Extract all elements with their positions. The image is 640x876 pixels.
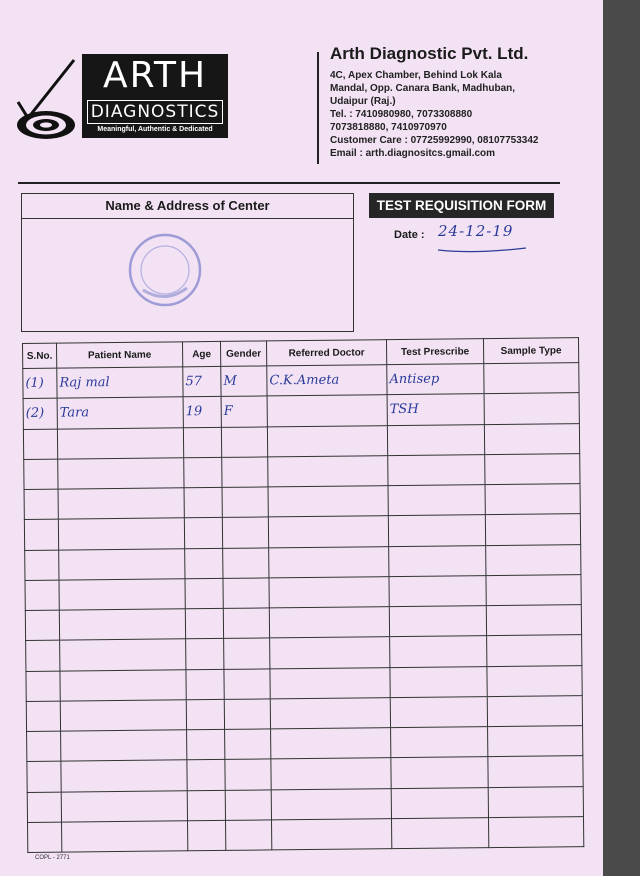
- cell-gender[interactable]: [223, 608, 269, 639]
- cell-sample-type[interactable]: [486, 544, 581, 575]
- cell-test-prescribe[interactable]: Antisep: [387, 364, 484, 395]
- cell-sno[interactable]: [27, 792, 61, 823]
- cell-sno[interactable]: [23, 429, 57, 460]
- cell-age[interactable]: [187, 790, 225, 821]
- cell-age[interactable]: [183, 427, 221, 458]
- cell-patient-name[interactable]: [61, 790, 187, 822]
- cell-gender[interactable]: F: [221, 396, 267, 427]
- company-address-1: 4C, Apex Chamber, Behind Lok Kala: [330, 70, 502, 81]
- cell-gender[interactable]: [226, 820, 272, 851]
- form-title: TEST REQUISITION FORM: [369, 193, 554, 218]
- cell-sno[interactable]: [27, 761, 61, 792]
- cell-sample-type[interactable]: [485, 484, 580, 515]
- cell-age[interactable]: [185, 578, 223, 609]
- cell-test-prescribe[interactable]: [391, 787, 488, 818]
- cell-sample-type[interactable]: [487, 635, 582, 666]
- brand-logo: [82, 54, 228, 138]
- cell-test-prescribe[interactable]: [389, 545, 486, 576]
- cell-patient-name[interactable]: [62, 821, 188, 853]
- cell-patient-name[interactable]: [58, 458, 184, 490]
- cell-test-prescribe[interactable]: [390, 696, 487, 727]
- cell-sno[interactable]: [25, 580, 59, 611]
- cell-sample-type[interactable]: [487, 695, 582, 726]
- cell-age[interactable]: [187, 760, 225, 791]
- cell-patient-name[interactable]: [58, 488, 184, 520]
- cell-patient-name[interactable]: [59, 548, 185, 580]
- company-address-2: Mandal, Opp. Canara Bank, Madhuban,: [330, 83, 516, 94]
- date-underline: [436, 240, 531, 254]
- cell-referred-doctor[interactable]: [268, 516, 388, 548]
- cell-sample-type[interactable]: [487, 665, 582, 696]
- header-rule: [18, 182, 560, 184]
- cell-age[interactable]: [184, 518, 222, 549]
- cell-sample-type[interactable]: [488, 756, 583, 787]
- cell-sno[interactable]: [26, 640, 60, 671]
- cell-patient-name[interactable]: [61, 760, 187, 792]
- cell-gender[interactable]: [223, 578, 269, 609]
- header-sno: S.No.: [23, 343, 57, 368]
- cell-sample-type[interactable]: [484, 363, 579, 394]
- cell-test-prescribe[interactable]: [390, 666, 487, 697]
- cell-referred-doctor[interactable]: [269, 576, 389, 608]
- company-email: Email : arth.diagnositcs.gmail.com: [330, 148, 496, 159]
- cell-age[interactable]: [186, 699, 224, 730]
- cell-age[interactable]: [188, 820, 226, 851]
- cell-gender[interactable]: [224, 699, 270, 730]
- cell-gender[interactable]: [225, 729, 271, 760]
- cell-referred-doctor[interactable]: [271, 788, 391, 820]
- cell-referred-doctor[interactable]: [268, 455, 388, 487]
- cell-sno[interactable]: [25, 550, 59, 581]
- cell-sample-type[interactable]: [486, 605, 581, 636]
- cell-gender[interactable]: [222, 487, 268, 518]
- cell-age[interactable]: [186, 639, 224, 670]
- logo-subtitle: DIAGNOSTICS: [87, 100, 223, 124]
- cell-sample-type[interactable]: [488, 816, 583, 847]
- cell-gender[interactable]: [225, 789, 271, 820]
- company-info: [330, 44, 539, 160]
- cell-referred-doctor[interactable]: [271, 728, 391, 760]
- cell-referred-doctor[interactable]: [269, 607, 389, 639]
- cell-gender[interactable]: [222, 457, 268, 488]
- cell-patient-name[interactable]: [60, 639, 186, 671]
- cell-gender[interactable]: [224, 668, 270, 699]
- cell-test-prescribe[interactable]: TSH: [387, 394, 484, 425]
- cell-gender[interactable]: [225, 759, 271, 790]
- cell-gender[interactable]: [224, 638, 270, 669]
- cell-patient-name[interactable]: [60, 700, 186, 732]
- cell-patient-name[interactable]: Tara: [57, 397, 183, 429]
- cell-age[interactable]: [185, 548, 223, 579]
- target-checkmark-icon: [14, 56, 80, 142]
- cell-test-prescribe[interactable]: [388, 454, 485, 485]
- cell-sno[interactable]: [24, 489, 58, 520]
- cell-patient-name[interactable]: [59, 579, 185, 611]
- cell-age[interactable]: [185, 608, 223, 639]
- cell-sno[interactable]: (1): [23, 368, 57, 399]
- cell-sample-type[interactable]: [485, 514, 580, 545]
- cell-patient-name[interactable]: [57, 427, 183, 459]
- date-value[interactable]: 24-12-19: [438, 222, 514, 240]
- cell-referred-doctor[interactable]: C.K.Ameta: [267, 365, 387, 397]
- cell-referred-doctor[interactable]: [267, 395, 387, 427]
- cell-sample-type[interactable]: [484, 423, 579, 454]
- cell-patient-name[interactable]: [59, 609, 185, 641]
- cell-gender[interactable]: [222, 517, 268, 548]
- cell-referred-doctor[interactable]: [269, 546, 389, 578]
- header-gender: Gender: [220, 341, 266, 366]
- company-phone-1: Tel. : 7410980980, 7073308880: [330, 109, 473, 120]
- cell-test-prescribe[interactable]: [388, 515, 485, 546]
- customer-care: Customer Care : 07725992990, 08107753342: [330, 135, 539, 146]
- cell-test-prescribe[interactable]: [391, 727, 488, 758]
- cell-sample-type[interactable]: [486, 574, 581, 605]
- form-code: COPL - 2771: [35, 855, 70, 861]
- logo-tagline: Meaningful, Authentic & Dedicated: [97, 126, 213, 133]
- cell-referred-doctor[interactable]: [270, 697, 390, 729]
- cell-patient-name[interactable]: [61, 730, 187, 762]
- cell-age[interactable]: [186, 669, 224, 700]
- cell-referred-doctor[interactable]: [270, 667, 390, 699]
- cell-patient-name[interactable]: [60, 669, 186, 701]
- cell-age[interactable]: [184, 457, 222, 488]
- cell-gender[interactable]: [221, 426, 267, 457]
- cell-test-prescribe[interactable]: [387, 424, 484, 455]
- center-stamp: [127, 232, 203, 308]
- cell-sno[interactable]: [26, 671, 60, 702]
- cell-test-prescribe[interactable]: [391, 757, 488, 788]
- header-divider: [317, 52, 319, 164]
- cell-sample-type[interactable]: [485, 453, 580, 484]
- cell-sno[interactable]: (2): [23, 398, 57, 429]
- company-name: Arth Diagnostic Pvt. Ltd.: [330, 44, 529, 63]
- header-patient-name: Patient Name: [57, 342, 183, 368]
- cell-referred-doctor[interactable]: [267, 425, 387, 457]
- header-referred-doctor: Referred Doctor: [266, 340, 386, 366]
- header-age: Age: [182, 341, 220, 366]
- cell-age[interactable]: 57: [183, 366, 221, 397]
- cell-patient-name[interactable]: Raj mal: [57, 367, 183, 399]
- cell-sno[interactable]: [28, 822, 62, 853]
- cell-referred-doctor[interactable]: [270, 637, 390, 669]
- cell-referred-doctor[interactable]: [268, 486, 388, 518]
- cell-test-prescribe[interactable]: [391, 817, 488, 848]
- cell-gender[interactable]: M: [221, 366, 267, 397]
- center-box-title: Name & Address of Center: [22, 194, 353, 219]
- cell-sno[interactable]: [24, 519, 58, 550]
- cell-test-prescribe[interactable]: [388, 485, 485, 516]
- cell-sno[interactable]: [26, 701, 60, 732]
- cell-age[interactable]: 19: [183, 397, 221, 428]
- header-sample-type: Sample Type: [483, 338, 578, 364]
- cell-referred-doctor[interactable]: [271, 758, 391, 790]
- cell-test-prescribe[interactable]: [390, 636, 487, 667]
- table-row: [28, 816, 584, 852]
- cell-test-prescribe[interactable]: [389, 575, 486, 606]
- cell-sno[interactable]: [24, 459, 58, 490]
- cell-age[interactable]: [187, 729, 225, 760]
- center-address-box: [21, 193, 354, 332]
- cell-referred-doctor[interactable]: [272, 818, 392, 850]
- company-phone-2: 7073818880, 7410970970: [330, 122, 447, 133]
- cell-age[interactable]: [184, 487, 222, 518]
- patient-table: [22, 337, 583, 853]
- company-address-3: Udaipur (Raj.): [330, 96, 396, 107]
- cell-sample-type[interactable]: [488, 786, 583, 817]
- cell-test-prescribe[interactable]: [389, 606, 486, 637]
- cell-sno[interactable]: [25, 610, 59, 641]
- cell-sample-type[interactable]: [488, 726, 583, 757]
- header-test-prescribe: Test Prescribe: [386, 339, 483, 365]
- cell-gender[interactable]: [223, 547, 269, 578]
- date-label: Date :: [394, 229, 425, 241]
- background-edge: [603, 0, 640, 876]
- cell-sno[interactable]: [27, 731, 61, 762]
- cell-sample-type[interactable]: [484, 393, 579, 424]
- logo-brand: ARTH: [102, 55, 208, 96]
- cell-patient-name[interactable]: [58, 518, 184, 550]
